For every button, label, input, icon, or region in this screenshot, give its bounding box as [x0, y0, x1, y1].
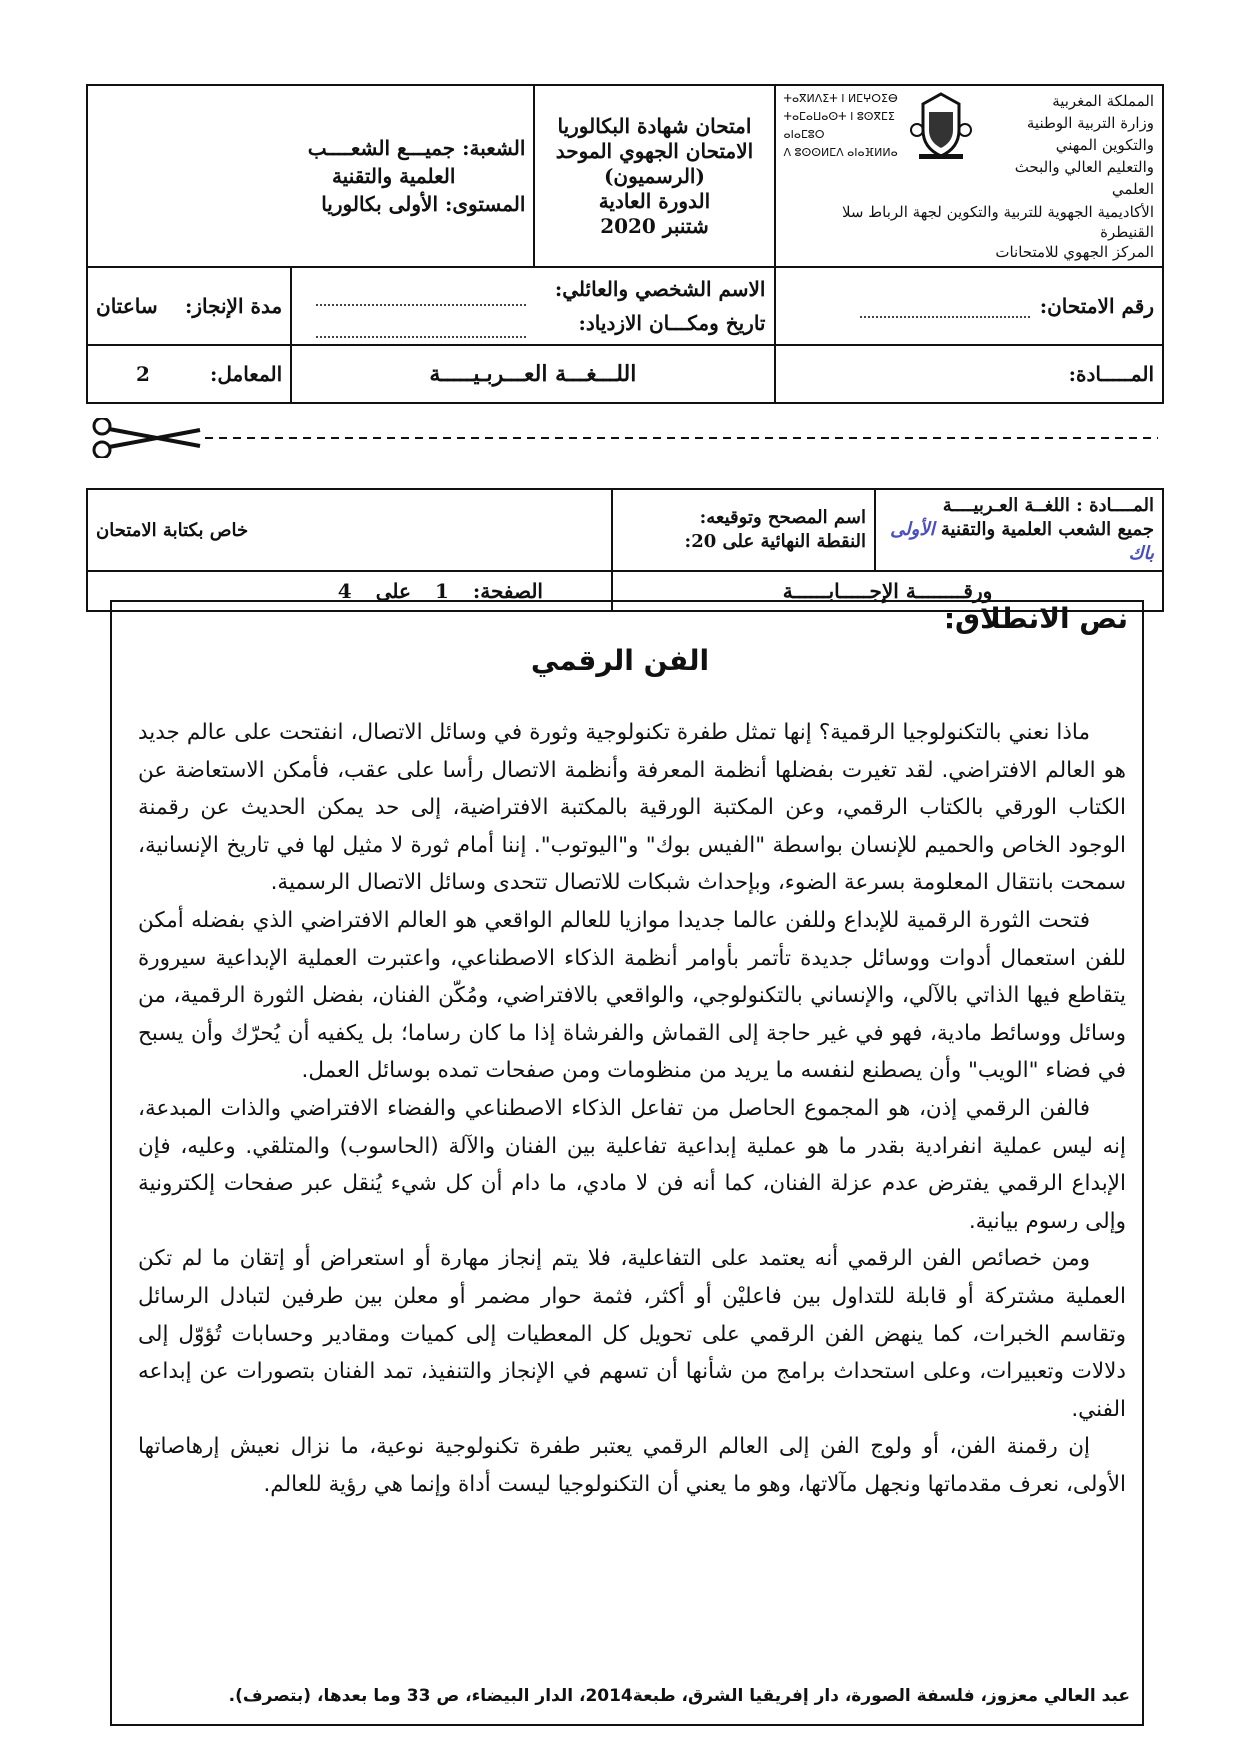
name-field[interactable]: [316, 274, 526, 306]
corrector-cell: [612, 489, 875, 571]
duration-value: ساعتان: [96, 294, 158, 318]
reserved-cell: [87, 489, 612, 571]
paragraph: ومن خصائص الفن الرقمي أنه يعتمد على التفاعلية، فلا يتم إنجاز مهارة أو استعراض أو إتقان ما لم تكن العملية مشتركة أو قابلة للتداول بين فاعليْن أو أكثر، فثمة حوار مضمر أو معلن بين طرفين لتبادل الرسائل وتقاسم الخبرات، كما ينهض الفن الرقمي على تحويل كل المعطيات إلى كميات ومقادير وحسابات تُؤوّل إلى دلالات وتعبيرات، وعلى استحداث برامج من شأنها أن تسهم في الإنجاز والتنفيذ، تمد الفنان بتصورات عن إبداعه الفني.: [138, 1246, 1126, 1422]
duration-label: مدة الإنجاز:: [184, 294, 283, 318]
level-line: المستوى: الأولى بكالوريا: [321, 192, 526, 216]
article-title: الفن الرقمي: [530, 644, 710, 677]
name-cell: [534, 267, 774, 345]
coef-label: المعامل:: [209, 362, 283, 386]
coef-cell: [87, 345, 291, 403]
subject-label-cell: [775, 345, 1164, 403]
branch-value: جميـــع الشعــــب: [307, 136, 456, 160]
handwritten-level: الأولى باك: [890, 519, 1154, 564]
exam-candidates: (الرسميون): [603, 163, 705, 188]
tifinagh-line: ⴷ ⵓⵙⵙⵍⵎⴷ ⴰⵏⴰⴼⵍⵍⴰ: [783, 146, 898, 159]
exam-header-table: [86, 84, 1164, 404]
subject-label: المـــــادة:: [1068, 362, 1154, 386]
answer-sheet-title: ورقــــــــة الإجـــــابــــــة: [782, 579, 993, 603]
exam-center-line: المركز الجهوي للامتحانات: [995, 243, 1154, 261]
page-label: الصفحة:: [472, 579, 543, 603]
paragraph: فالفن الرقمي إذن، هو المجموع الحاصل من تفاعل الذكاء الاصطناعي والفضاء الافتراضي والذات المبدعة، إنه ليس عملية انفرادية بقدر ما هو عملية إبداعية تفاعلية بين الفنان والآلة (الحاسوب) والمتلقي. وعليه، فإن الإبداع الرقمي يفترض عدم عزلة الفنان، كما أنه فن لا مادي، ما دام أن كل شيء يُنقل عبر صفحات إلكترونية وإلى رسوم بيانية.: [138, 1095, 1126, 1234]
name-label: الاسم الشخصي والعائلي:: [554, 277, 766, 301]
exam-type: الامتحان الجهوي الموحد: [555, 138, 754, 163]
coef-value: 2: [136, 362, 150, 386]
reserved-label: خاص بكتابة الامتحان: [96, 519, 249, 541]
subject-value: اللـــغـــة العـــربـيـــــة: [429, 361, 637, 387]
ministry-line: والتعليم العالي والبحث العلمي: [1014, 158, 1154, 198]
academy-line: الأكاديمية الجهوية للتربية والتكوين لجهة الرباط سلا القنيطرة: [841, 203, 1154, 241]
exam-session: الدورة العادية: [598, 188, 711, 213]
coat-of-arms-emblem: [909, 90, 973, 162]
exam-title: امتحان شهادة البكالوريا: [557, 113, 752, 138]
ministry-cell: [775, 85, 1164, 267]
page-of-label: على: [375, 579, 411, 603]
branch-cell: [87, 85, 534, 267]
article-body: [138, 714, 1126, 1503]
birth-label: تاريخ ومكـــان الازدياد:: [578, 311, 766, 335]
answer-branches: جميع الشعب العلمية والتقنية: [940, 519, 1154, 540]
exam-title-cell: [534, 85, 774, 267]
paragraph: ماذا نعني بالتكنولوجيا الرقمية؟ إنها تمثل طفرة تكنولوجية وثورة في وسائل الاتصال، انفتحت على عالم جديد هو العالم الافتراضي. لقد تغيرت بفضلها أنظمة المعرفة وأنظمة الاتصال رأسا على عقب، فأمكن الاستعاضة عن الكتاب الورقي بالكتاب الرقمي، وعن المكتبة الورقية بالمكتبة الافتراضية، إلى حد يمكن الحديث عن رقمنة الوجود الخاص والحميم للإنسان بواسطة "الفيس بوك" و"اليوتوب". إننا أمام ثورة لا مثيل لها في تاريخ الإنسانية، سمحت بانتقال المعلومة بسرعة الضوء، وبإحداث شبكات للاتصال تتحدى وسائل الاتصال الرسمية.: [138, 720, 1126, 896]
page-number: 1: [434, 579, 449, 603]
section-heading: نص الانطلاق:: [943, 602, 1128, 635]
exam-number-cell: [775, 267, 1164, 345]
branch-value-2: العلمية والتقنية: [331, 164, 456, 188]
page-total: 4: [337, 579, 352, 603]
answer-subject-cell: [875, 489, 1163, 571]
paragraph: فتحت الثورة الرقمية للإبداع وللفن عالما جديدا موازيا للعالم الواقعي هو العالم الافتراضي الذي بفضله أمكن للفن استعمال أدوات ووسائل جديدة تأتمر بأوامر أنظمة الذكاء الاصطناعي، واعتبرت العملية الإبداعية سيرورة يتقاطع فيها الذاتي بالآلي، والإنساني بالتكنولوجي، والواقعي بالافتراضي، ومُكّن الفنان، بفضل الثورة الرقمية، من وسائل ووسائط مادية، فهو في غير حاجة إلى القماش والفرشاة إذا ما كان رساما؛ بل يكفيه أن يُحرّك وأن يسبح في فضاء "الويب" وأن يصطنع لنفسه ما يريد من منظومات ومن صفحات تمده بوسائل العمل.: [138, 907, 1126, 1084]
answer-subject-value: اللغــة العـربيــــة: [942, 495, 1070, 516]
ministry-line: وزارة التربية الوطنية والتكوين المهني: [1026, 114, 1154, 154]
exam-number-label: رقم الامتحان:: [1039, 294, 1154, 318]
kingdom-line: المملكة المغربية: [1052, 92, 1154, 110]
cut-line: [90, 418, 1160, 458]
tifinagh-line: ⵜⴰⴳⵍⴷⵉⵜ ⵏ ⵍⵎⵖⵔⵉⴱ: [783, 92, 898, 105]
source-citation: عبد العالي معزوز، فلسفة الصورة، دار إفريقيا الشرق، طبعة2014، الدار البيضاء، ص 33 وما بعدها، (بتصرف).: [228, 1686, 1130, 1706]
scissors-icon: [94, 418, 200, 458]
paragraph: إن رقمنة الفن، أو ولوج الفن إلى العالم الرقمي يعتبر طفرة تكنولوجية نوعية، ما نزال نعيش إرهاصاتها الأولى، نعرف مقدماتها ونجهل مآلاتها، وهو ما يعني أن التكنولوجيا ليست أداة وإنما هي رؤية للعالم.: [138, 1434, 1126, 1497]
corrector-label: اسم المصحح وتوقيعه:: [699, 507, 866, 528]
tifinagh-line: ⵜⴰⵎⴰⵡⴰⵙⵜ ⵏ ⵓⵙⴳⵎⵉ ⴰⵏⴰⵎⵓⵔ: [783, 110, 895, 141]
subject-value-cell: [291, 345, 774, 403]
final-grade-label: النقطة النهائية على 20:: [684, 531, 866, 552]
answer-header-table: [86, 488, 1164, 612]
birth-field[interactable]: [316, 306, 526, 338]
answer-subject-label: المــــادة :: [1076, 495, 1154, 516]
branch-label: الشعبة:: [462, 136, 526, 160]
exam-date: شتنبر 2020: [600, 213, 709, 238]
duration-cell: [87, 267, 291, 345]
exam-number-field[interactable]: [860, 316, 1030, 318]
name-fields-cell: [291, 267, 534, 345]
